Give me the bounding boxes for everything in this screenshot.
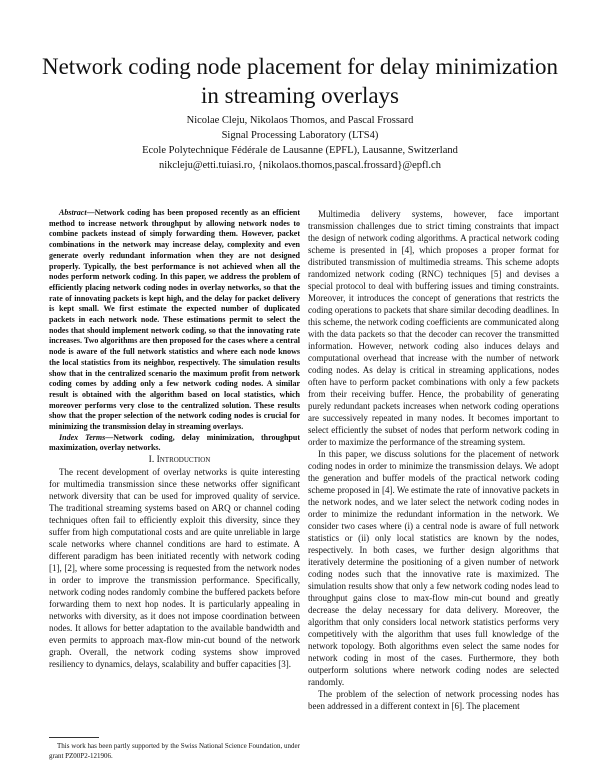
body-paragraph-2: In this paper, we discuss solutions for the placement of network coding nodes in order to minimize the transmission delays. We adopt the generation and buffer models of the practical network coding scheme proposed in [4]. We estimate the rate of innovative packets in the network nodes, and we later select the network coding nodes in order to minimize the redundant information in the network. We consider two cases where (i) a central node is aware of full network statistics or (ii) only local statistics are known by the nodes, respectively. In both cases, we further design algorithms that iteratively determine the positioning of a given number of network coding nodes such that the innovative rate is maximized. The simulation results show that only a few network coding nodes lead to throughput gains close to max-flow min-cut bound and greatly decrease the delay necessary for data delivery. Moreover, the algorithm that only considers local network statistics performs very competitively with the algorithm that uses full knowledge of the network topology. Both algorithms even select the same nodes for network coding in most of the cases. Furthermore, they both outperform solutions where network coding nodes are selected randomly. xyxy=(308,449,559,687)
section-heading-introduction: I. Introduction xyxy=(148,455,211,466)
intro-paragraph: The recent development of overlay networks is quite interesting for multimedia transmission since these networks offer significant network diversity that can be used for improved quality of service. The traditional streaming systems based on ARQ or channel coding techniques often fail to efficiently exploit this diversity, since they suffer from high computational costs and are quite unreliable in large scale networks where channel conditions are hard to estimate. A different paradigm has been initiated recently with network coding [1], [2], where some processing is requested from the network nodes in order to improve the transmission performance. Specifically, network coding nodes randomly combine the buffered packets before forwarding them to next hop nodes. It is particularly appealing in networks with diversity, as it does not impose coordination between nodes. It allows for better adaptation to the available bandwidth and even permits to approach max-flow min-cut bound of the network graph. Overall, the network coding systems show improved resiliency to dynamics, delays, scalability and buffer capacities [3]. xyxy=(49,467,300,670)
left-column xyxy=(49,208,300,670)
author-lab: Signal Processing Laboratory (LTS4) xyxy=(221,130,379,141)
author-names: Nicolae Cleju, Nikolaos Thomos, and Pascal Frossard xyxy=(186,115,414,126)
right-column xyxy=(308,208,559,712)
body-paragraph-1: Multimedia delivery systems, however, face important transmission challenges due to strict timing constraints that impact the design of network coding algorithms. A practical network coding scheme is presented in [4], which proposes a proper format for distributed transmission of multimedia streams. This scheme adopts randomized network coding (RNC) techniques [5] and devises a special protocol to deal with buffering issues and timing constraints. Moreover, it introduces the concept of generations that restricts the coding operations to packets that share similar decoding deadlines. In this scheme, the network coding coefficients are communicated along with the data packets so that the decoder can recover the transmitted information. However, network coding also induces delays and computational overhead that increase with the number of network coding nodes. As delay is critical in streaming applications, nodes often have to perform packet combinations with only a few packets from their receiving buffer. Hence, the probability of generating purely redundant packets increases when network coding operations are successively repeated in many nodes. It becomes important to select efficiently the subset of nodes that perform network coding in order to maximize the performance of the streaming system. xyxy=(308,209,559,447)
index-terms-text: —Network coding, delay minimization, throughput maximization, overlay networks. xyxy=(49,432,300,453)
abstract-text: —Network coding has been proposed recently as an efficient method to increase network throughput by allowing network nodes to combine packets instead of simply forwarding them. However, packet combinations in the network may increase delay, complexity and even generate overly redundant information when they are not designed properly. Typically, the best performance is not achieved when all the nodes perform network coding. In this paper, we address the problem of efficiently placing network coding nodes in overlay networks, so that the rate of innovating packets is kept high, and the delay for packet delivery is kept small. We first estimate the expected number of duplicated packets in each network node. These estimations permit to select the nodes that should implement network coding, so that the innovating rate increases. Two algorithms are then proposed for the cases where a central node is aware of the full network statistics and where each node knows the local statistics from its neighbor, respectively. The simulation results show that in the centralized scenario the maximum profit from network coding comes by adding only a few network coding nodes. A similar result is obtained with the algorithm based on local statistics, which moreover performs very close to the centralized solution. These results show that the proper selection of the network coding nodes is crucial for minimizing the transmission delay in streaming overlays. xyxy=(49,208,300,432)
author-institution: Ecole Polytechnique Fédérale de Lausanne (EPFL), Lausanne, Switzerland xyxy=(142,145,458,156)
footnote-rule xyxy=(49,737,99,738)
index-terms-lead: Index Terms xyxy=(59,432,106,442)
index-terms xyxy=(49,433,300,454)
abstract-lead: Abstract xyxy=(59,208,87,217)
abstract xyxy=(49,208,300,433)
author-emails: nikcleju@etti.tuiasi.ro, {nikolaos.thomos,pascal.frossard}@epfl.ch xyxy=(159,160,441,171)
paper-title: Network coding node placement for delay minimization in streaming overlays xyxy=(41,54,559,108)
author-block xyxy=(60,113,540,173)
body-paragraph-3: The problem of the selection of network processing nodes has been addressed in a different context in [6]. The placement xyxy=(308,689,559,711)
footnote: This work has been partly supported by the Swiss National Science Foundation, under grant PZ00P2-121906. xyxy=(49,742,300,760)
